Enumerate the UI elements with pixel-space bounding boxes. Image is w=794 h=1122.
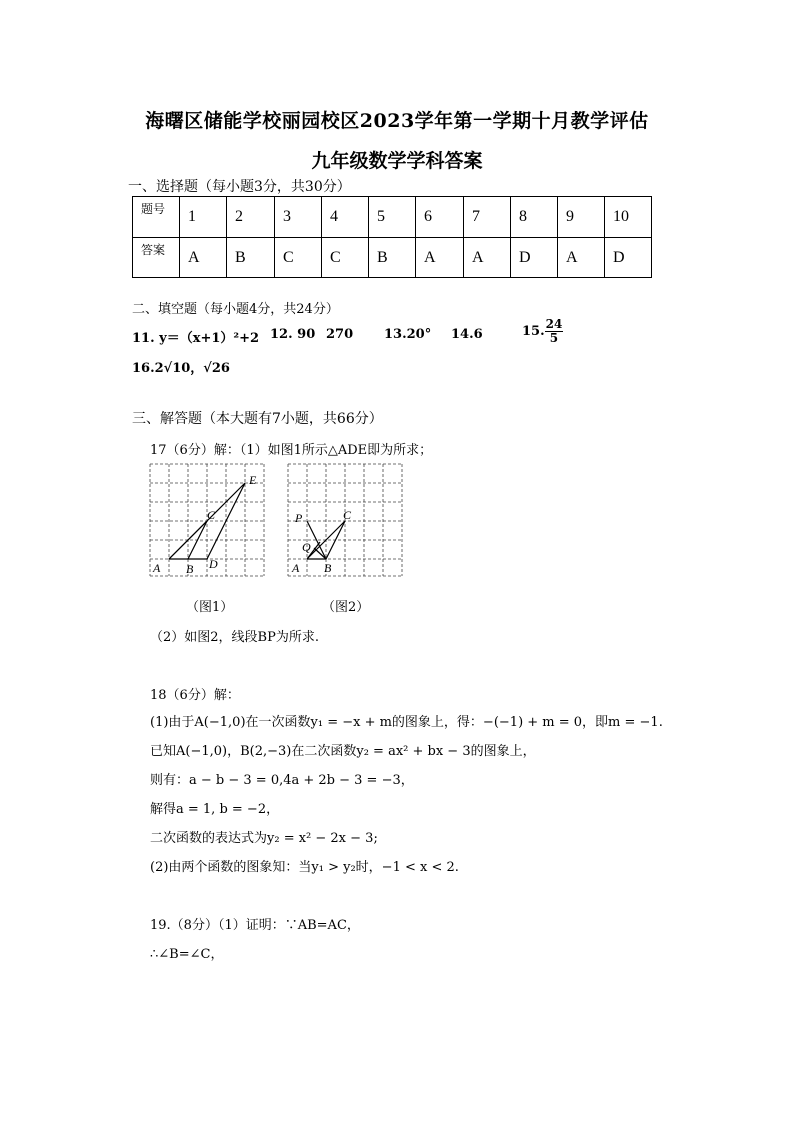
table-cell: 6 [416, 197, 464, 238]
row-label-number: 题号 [133, 197, 180, 238]
table-cell: 4 [322, 197, 369, 238]
table-row [133, 197, 652, 238]
table-row [133, 238, 652, 278]
q18-line4: 解得a = 1, b = −2， [150, 802, 280, 817]
q19-line1: 19.（8分）（1）证明：∵AB=AC， [150, 918, 360, 933]
label-p: P [295, 511, 303, 525]
table-cell: C [322, 238, 369, 278]
table-cell: D [511, 238, 558, 278]
answer-15 [522, 318, 563, 345]
label-q: Q [302, 540, 311, 554]
table-cell: B [227, 238, 275, 278]
table-cell: C [275, 238, 322, 278]
answer-12b: 270 [326, 327, 354, 342]
fraction-numerator: 24 [545, 317, 563, 331]
table-cell: 1 [180, 197, 227, 238]
table-cell: A [558, 238, 605, 278]
figure-1 [148, 462, 266, 580]
table-cell: 8 [511, 197, 558, 238]
label-d: D [209, 557, 218, 571]
table-cell: 9 [558, 197, 605, 238]
table-cell: 3 [275, 197, 322, 238]
answer-15-prefix: 15. [522, 324, 545, 339]
q18-line2: 已知A(−1,0)，B(2,−3)在二次函数y₂ = ax² + bx − 3的图象上， [150, 744, 536, 759]
q18-line1: (1)由于A(−1,0)在一次函数y₁ = −x + m的图象上，得：−(−1) + m = 0，即m = −1. [150, 715, 663, 730]
q18-line3: 则有：a − b − 3 = 0,4a + 2b − 3 = −3， [150, 773, 414, 788]
answer-16: 16.2√10，√26 [132, 361, 230, 376]
fraction [545, 318, 564, 345]
figure-1-caption: （图1） [186, 600, 234, 615]
section1-heading: 一、选择题（每小题3分，共30分） [128, 179, 351, 195]
q19-line2: ∴∠B=∠C， [150, 947, 224, 962]
row-label-answer: 答案 [133, 238, 180, 278]
q17-line1: 17（6分）解：（1）如图1所示△ADE即为所求； [150, 443, 433, 458]
label-b: B [186, 562, 194, 576]
table-cell: A [180, 238, 227, 278]
q18-line6: (2)由两个函数的图象知：当y₁ > y₂时，−1 < x < 2. [150, 860, 459, 875]
table-cell: D [605, 238, 652, 278]
answer-11: 11. y＝（x+1）²+2 [132, 331, 260, 346]
label-a: A [153, 561, 161, 575]
section2-heading: 二、填空题（每小题4分，共24分） [132, 302, 339, 317]
label-c: C [207, 508, 216, 522]
section3-heading: 三、解答题（本大题有7小题，共66分） [132, 411, 383, 427]
label-b: B [324, 561, 332, 575]
table-cell: 7 [464, 197, 511, 238]
label-e: E [249, 473, 257, 487]
figure-2-caption: （图2） [322, 600, 370, 615]
answer-table [132, 196, 652, 278]
table-cell: 10 [605, 197, 652, 238]
table-cell: B [369, 238, 416, 278]
q17-line2: （2）如图2，线段BP为所求. [150, 630, 319, 645]
label-c: C [343, 508, 352, 522]
table-cell: A [416, 238, 464, 278]
answer-12: 12. 90 [270, 327, 316, 342]
table-cell: 2 [227, 197, 275, 238]
answer-14: 14.6 [451, 327, 483, 342]
answer-13: 13.20° [384, 327, 432, 342]
fraction-denominator: 5 [549, 331, 559, 345]
page-subtitle: 九年级数学学科答案 [311, 150, 483, 172]
table-cell: A [464, 238, 511, 278]
figure-2 [286, 462, 404, 580]
page-title: 海曙区储能学校丽园校区2023学年第一学期十月教学评估 [145, 110, 649, 132]
q18-heading: 18（6分）解： [150, 688, 240, 703]
label-a: A [292, 561, 300, 575]
q18-line5: 二次函数的表达式为y₂ = x² − 2x − 3; [150, 831, 378, 846]
table-cell: 5 [369, 197, 416, 238]
